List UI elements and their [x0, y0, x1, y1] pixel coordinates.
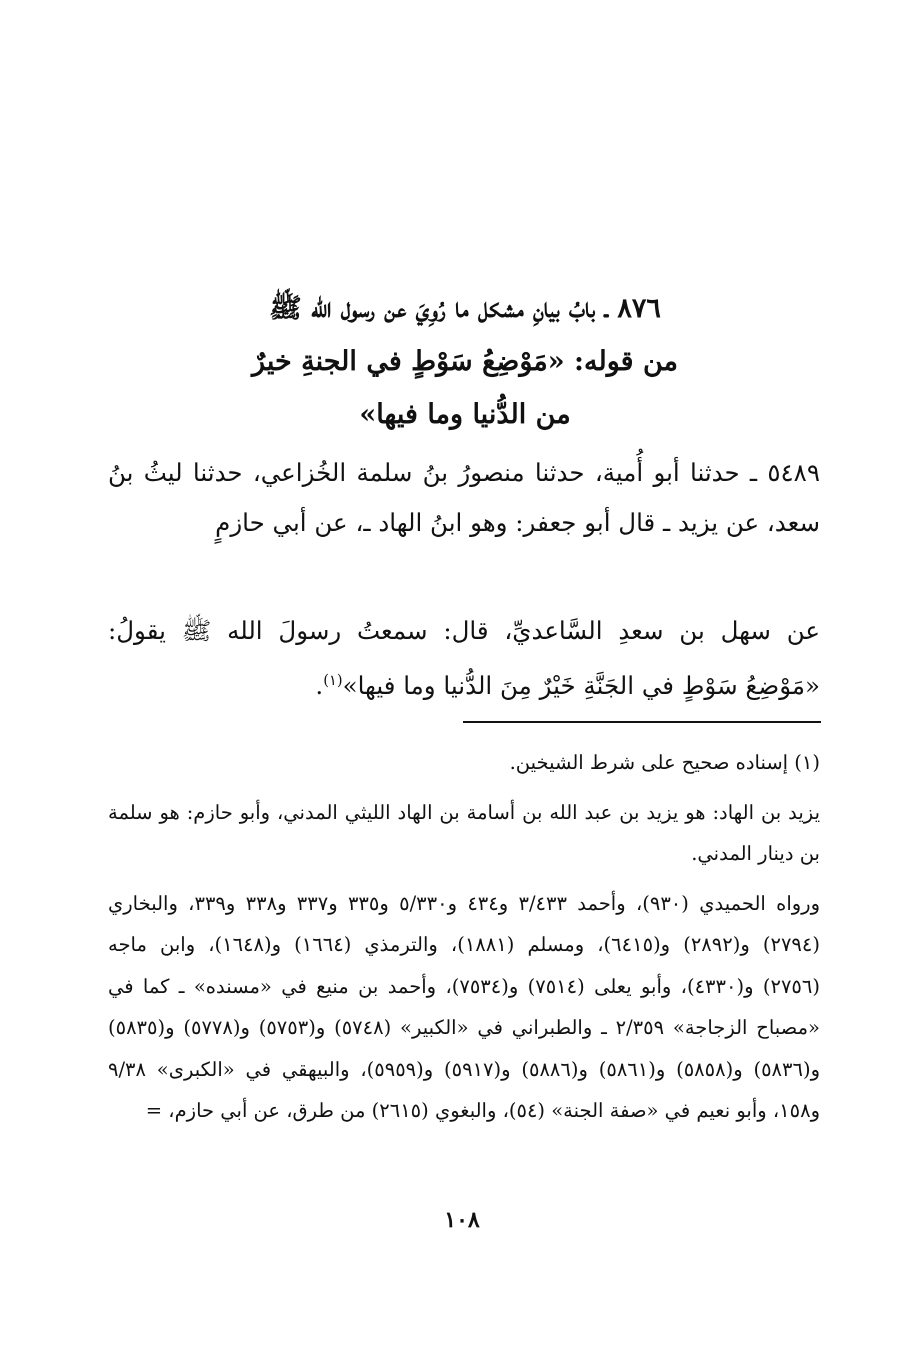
chapter-title-line-1: ٨٧٦ ـ بابُ بيانِ مشكل ما رُوِيَ عن رسول الله ﷺ: [269, 293, 661, 324]
hadith-isnad: ٥٤٨٩ ـ حدثنا أبو أُمية، حدثنا منصورُ بنُ سلمة الخُزاعي، حدثنا ليثُ بنُ سعد، عن يزيد ـ قال أبو جعفر: وهو ابنُ الهاد ـ، عن أبي حازمٍ: [108, 458, 820, 537]
hadith-matn-paragraph: عن سهل بن سعدِ السَّاعديِّ، قال: سمعتُ رسولَ الله ﷺ يقولُ: «مَوْضِعُ سَوْطٍ في الجَنَّةِ خَيْرٌ مِنَ الدُّنيا وما فيها»$^{(١)}$.: [108, 616, 820, 701]
footnote-narrators: يزيد بن الهاد: هو يزيد بن عبد الله بن أسامة بن الهاد الليثي المدني، وأبو حازم: هو سلمة بن دينار المدني.: [108, 800, 820, 865]
chapter-title-line-3: من الدُّنيا وما فيها»: [359, 399, 571, 430]
footnote-1: (١) إسناده صحيح على شرط الشيخين.: [509, 751, 820, 774]
footnotes: [108, 742, 820, 1132]
hadith-matn-block: [108, 606, 820, 711]
footnote-takhrij: ورواه الحميدي (٩٣٠)، وأحمد ٣/٤٣٣ و٤٣٤ و٥/٣٣٠ و٣٣٥ و٣٣٧ و٣٣٨ و٣٣٩، والبخاري (٢٧٩٤) و(٢٨٩٢) و(٦٤١٥)، ومسلم (١٨٨١)، والترمذي (١٦٦٤) و(١٦٤٨)، وابن ماجه (٢٧٥٦) و(٤٣٣٠)، وأبو يعلى (٧٥١٤) و(٧٥٣٤)، وأحمد بن منيع في «مسنده» ـ كما في «مصباح الزجاجة» ٢/٣٥٩ ـ والطبراني في «الكبير» (٥٧٤٨) و(٥٧٥٣) و(٥٧٧٨) و(٥٨٣٥) و(٥٨٣٦) و(٥٨٥٨) و(٥٨٦١) و(٥٨٨٦) و(٥٩١٧) و(٥٩٥٩)، والبيهقي في «الكبرى» ٩/٣٨ و١٥٨، وأبو نعيم في «صفة الجنة» (٥٤)، والبغوي (٢٦١٥) من طرق، عن أبي حازم، =: [108, 891, 820, 1122]
footnote-divider: [463, 721, 821, 723]
hadith-matn: عن سهل بن سعدِ السَّاعديِّ، قال: سمعتُ رسولَ الله ﷺ يقولُ: «مَوْضِعُ سَوْطٍ في الجَنَّةِ خَيْرٌ مِنَ الدُّنيا وما فيها»: [108, 616, 820, 701]
page-number: ١٠٨: [444, 1207, 480, 1233]
hadith-isnad-block: [108, 448, 820, 548]
chapter-heading: [110, 282, 820, 441]
chapter-title-line-2: من قوله: «مَوْضِعُ سَوْطٍ في الجنةِ خيرٌ: [252, 346, 678, 377]
footnote-reference: (١): [323, 672, 343, 689]
